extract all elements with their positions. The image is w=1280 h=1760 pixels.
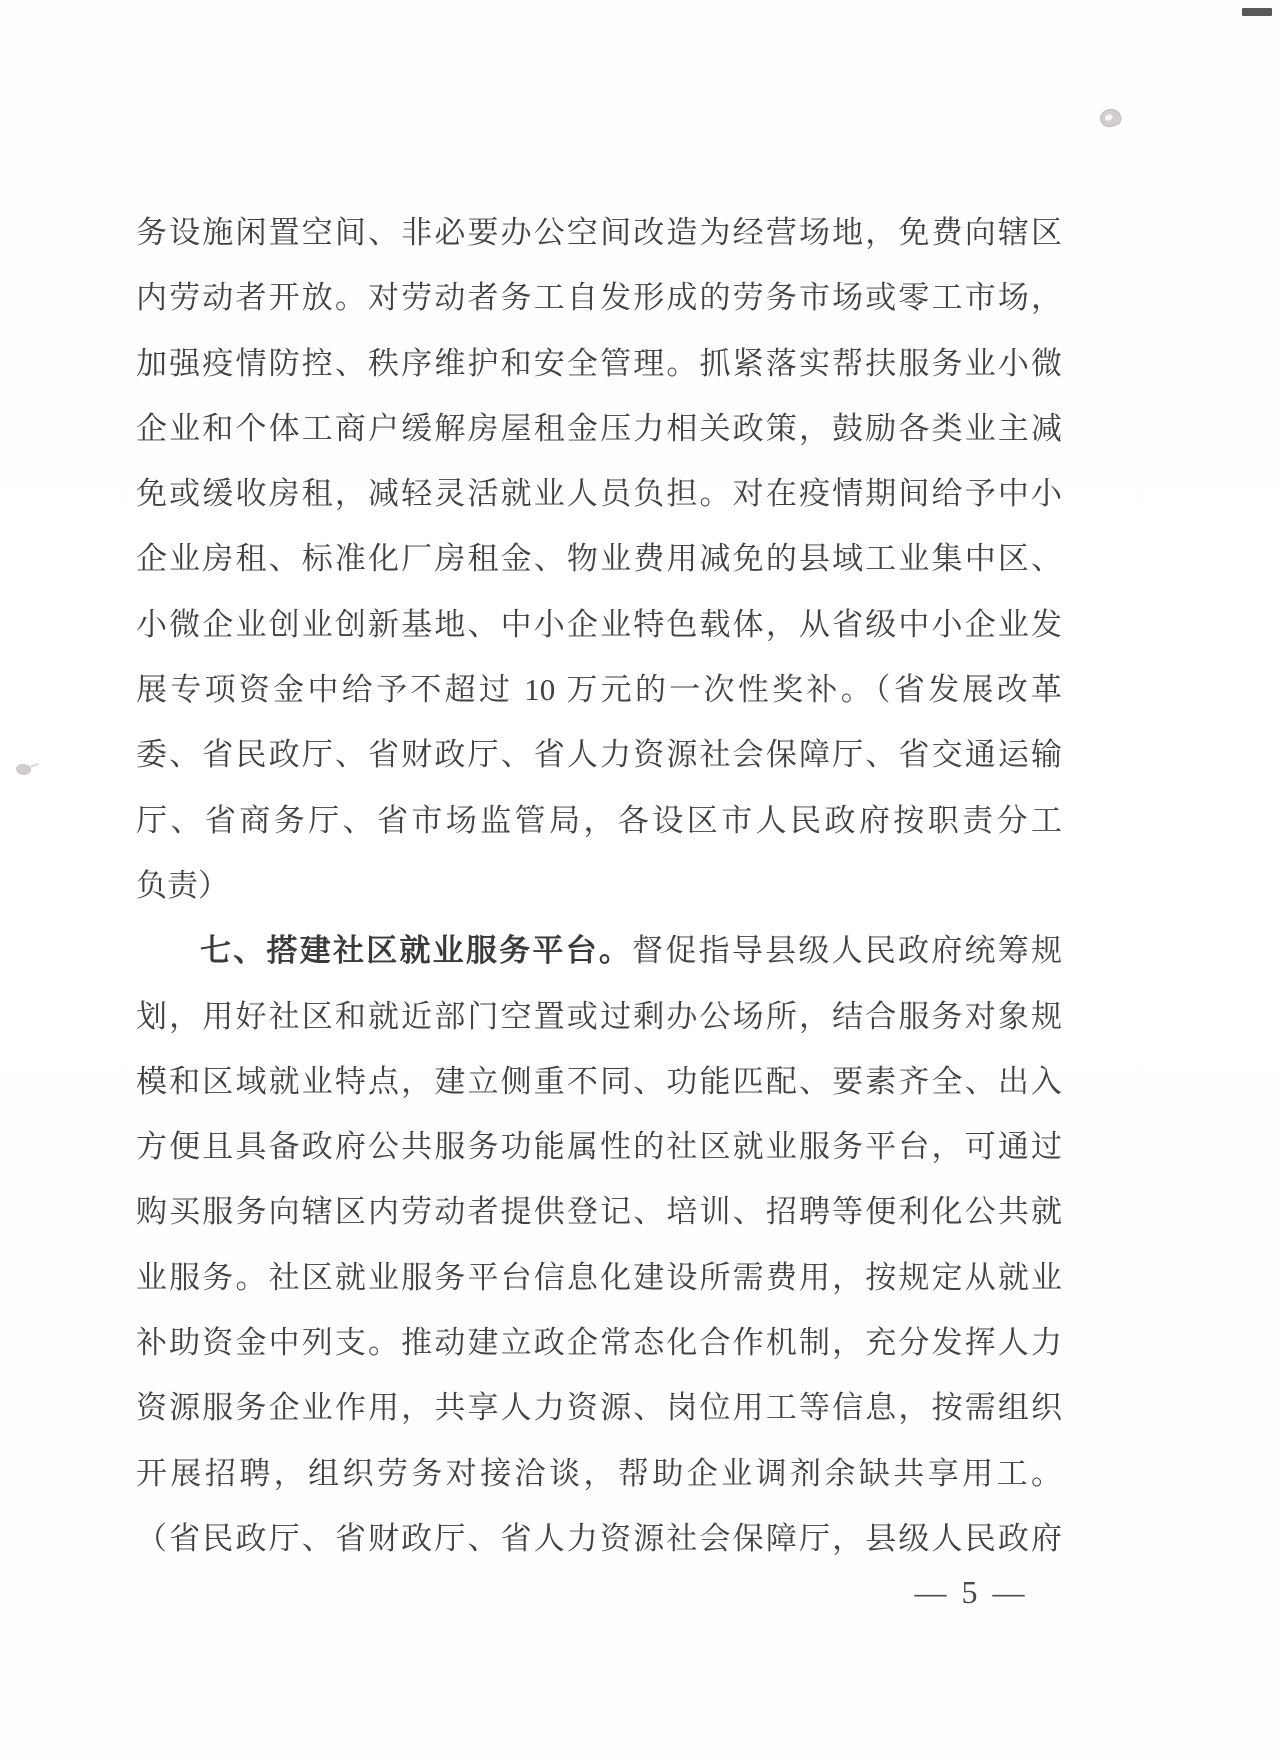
body-line: 开展招聘，组织劳务对接洽谈，帮助企业调剂余缺共享用工。 <box>136 1455 1062 1491</box>
section-seven-heading-line <box>136 918 1062 983</box>
body-line: 小微企业创业创新基地、中小企业特色载体，从省级中小企业发 <box>136 606 1062 642</box>
body-line: 购买服务向辖区内劳动者提供登记、培训、招聘等便利化公共就 <box>136 1194 1062 1230</box>
body-line: 业服务。社区就业服务平台信息化建设所需费用，按规定从就业 <box>136 1259 1062 1295</box>
body-line: 展专项资金中给予不超过 10 万元的一次性奖补。（省发展改革 <box>136 672 1062 708</box>
section-seven-heading: 七、搭建社区就业服务平台。 <box>200 933 633 969</box>
body-line: 企业房租、标准化厂房租金、物业费用减免的县域工业集中区、 <box>136 541 1062 577</box>
body-line: 资源服务企业作用，共享人力资源、岗位用工等信息，按需组织 <box>136 1390 1062 1426</box>
body-line: 企业和个体工商户缓解房屋租金压力相关政策，鼓励各类业主减 <box>136 410 1062 446</box>
body-line-paragraph-end: 负责） <box>136 867 229 903</box>
section-seven-heading-tail: 督促指导县级人民政府统筹规 <box>632 933 1063 969</box>
body-line: 划，用好社区和就近部门空置或过剩办公场所，结合服务对象规 <box>136 998 1062 1034</box>
body-line: 务设施闲置空间、非必要办公空间改造为经营场地，免费向辖区 <box>136 215 1062 250</box>
body-line: 方便且具备政府公共服务功能属性的社区就业服务平台，可通过 <box>136 1129 1062 1165</box>
scan-corner-bar-mark <box>1242 8 1272 16</box>
body-line: 委、省民政厅、省财政厅、省人力资源社会保障厅、省交通运输 <box>136 737 1062 773</box>
body-line: 内劳动者开放。对劳动者务工自发形成的劳务市场或零工市场， <box>136 280 1062 316</box>
body-line: 补助资金中列支。推动建立政企常态化合作机制，充分发挥人力 <box>136 1325 1062 1361</box>
body-line: 厅、省商务厅、省市场监管局，各设区市人民政府按职责分工 <box>136 802 1062 838</box>
body-line: 免或缓收房租，减轻灵活就业人员负担。对在疫情期间给予中小 <box>136 476 1062 512</box>
body-line: 加强疫情防控、秩序维护和安全管理。抓紧落实帮扶服务业小微 <box>136 345 1062 381</box>
scan-smudge-mark-left <box>15 763 32 777</box>
document-body-text <box>136 200 1062 1571</box>
body-line: （省民政厅、省财政厅、省人力资源社会保障厅，县级人民政府 <box>136 1520 1062 1556</box>
page-number: — 5 — <box>914 1574 1026 1610</box>
scan-smudge-mark-top <box>1098 106 1124 130</box>
body-line: 模和区域就业特点，建立侧重不同、功能匹配、要素齐全、出入 <box>136 1063 1062 1099</box>
